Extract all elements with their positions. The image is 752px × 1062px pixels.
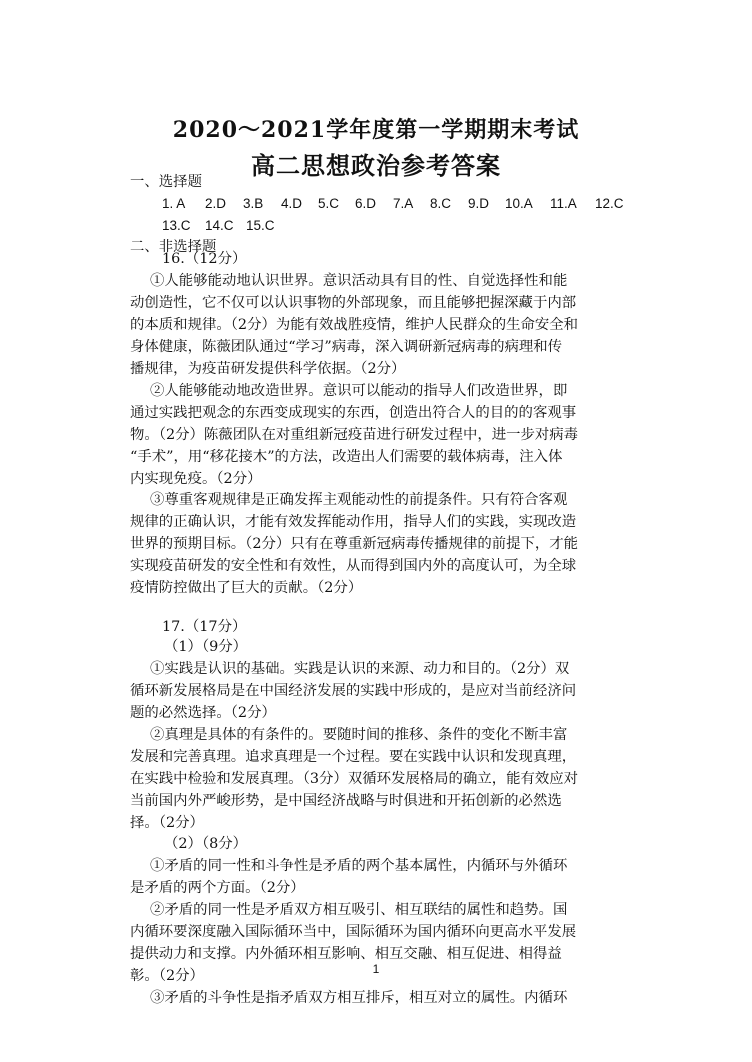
answer-line: 播规律，为疫苗研发提供科学依据。（2分） (130, 361, 406, 377)
page-subtitle: 高二思想政治参考答案 (251, 151, 501, 180)
mc-answer: 12.C (595, 196, 624, 211)
answer-line: 物。（2分）陈薇团队在对重组新冠疫苗进行研发过程中，进一步对病毒 (130, 427, 579, 443)
page-number: 1 (372, 962, 380, 976)
answer-line: 发展和完善真理。追求真理是一个过程。要在实践中认识和发现真理， (130, 749, 577, 765)
answer-line: ②人能够能动地改造世界。意识可以能动的指导人们改造世界，即 (150, 383, 568, 399)
answer-line: ①实践是认识的基础。实践是认识的来源、动力和目的。（2分）双 (150, 661, 570, 677)
mc-answer: 15.C (246, 218, 275, 233)
answer-line: 通过实践把观念的东西变成现实的东西，创造出符合人的目的的客观事 (130, 405, 577, 421)
answer-line: 彰。（2分） (130, 968, 204, 984)
answer-line: 动创造性，它不仅可以认识事物的外部现象，而且能够把握深藏于内部 (130, 295, 577, 311)
answer-line: ①人能够能动地认识世界。意识活动具有目的性、自觉选择性和能 (150, 273, 568, 289)
mc-answer: 6.D (355, 196, 377, 211)
answer-line: 的本质和规律。（2分）为能有效战胜疫情，维护人民群众的生命安全和 (130, 317, 579, 333)
section-heading-choice: 一、选择题 (130, 174, 202, 190)
answer-line: 题的必然选择。（2分） (130, 705, 276, 721)
answer-line: 择。（2分） (130, 815, 204, 831)
mc-answer: 3.B (243, 196, 264, 211)
mc-answer: 10.A (505, 196, 533, 211)
answer-line: 规律的正确认识，才能有效发挥能动作用，指导人们的实践，实现改造 (130, 514, 577, 530)
mc-answer: 9.D (468, 196, 490, 211)
answer-line: 在实践中检验和发展真理。（3分）双循环发展格局的确立，能有效应对 (130, 771, 579, 787)
section-heading-nonchoice: 二、非选择题 (130, 239, 217, 255)
mc-answer: 14.C (205, 218, 234, 233)
answer-line: 内实现免疫。（2分） (130, 471, 262, 487)
answer-line: 疫情防控做出了巨大的贡献。（2分） (130, 580, 363, 596)
answer-line: 内循环要深度融入国际循环当中，国际循环为国内循环向更高水平发展 (130, 924, 577, 940)
answer-line: ③矛盾的斗争性是指矛盾双方相互排斥，相互对立的属性。内循环 (150, 990, 568, 1006)
answer-line: 循环新发展格局是在中国经济发展的实践中形成的，是应对当前经济问 (130, 683, 577, 699)
answer-line: 当前国内外严峻形势，是中国经济战略与时俱进和开拓创新的必然选 (130, 793, 562, 809)
answer-line: （2）（8分） (164, 836, 248, 852)
mc-answer: 13.C (162, 218, 191, 233)
answer-line: ②真理是具体的有条件的。要随时间的推移、条件的变化不断丰富 (150, 727, 568, 743)
answer-line: 实现疫苗研发的安全性和有效性，从而得到国内外的高度认可，为全球 (130, 558, 577, 574)
answer-line: （1）（9分） (164, 639, 248, 655)
mc-answer: 5.C (318, 196, 340, 211)
answer-line: 身体健康，陈薇团队通过“学习”病毒，深入调研新冠病毒的病理和传 (130, 339, 563, 355)
mc-answer: 11.A (550, 196, 577, 211)
mc-answer: 2.D (205, 196, 227, 211)
mc-answer: 7.A (393, 196, 414, 211)
answer-line: 提供动力和支撑。内外循环相互影响、相互交融、相互促进、相得益 (130, 946, 562, 962)
answer-line: 是矛盾的两个方面。（2分） (130, 880, 305, 896)
answer-line: ②矛盾的同一性是矛盾双方相互吸引、相互联结的属性和趋势。国 (150, 902, 568, 918)
answer-line: ③尊重客观规律是正确发挥主观能动性的前提条件。只有符合客观 (150, 492, 568, 508)
mc-answer: 8.C (430, 196, 452, 211)
answer-line: ①矛盾的同一性和斗争性是矛盾的两个基本属性，内循环与外循环 (150, 858, 568, 874)
page-title: 2020～2021学年度第一学期期末考试 (172, 117, 580, 143)
answer-line: 17.（17分） (162, 619, 247, 635)
answer-line: “手术”，用“移花接木”的方法，改造出人们需要的载体病毒，注入体 (130, 449, 563, 465)
mc-answer: 4.D (281, 196, 303, 211)
answer-line: 16.（12分） (162, 251, 247, 267)
answer-line: 世界的预期目标。（2分）只有在尊重新冠病毒传播规律的前提下，才能 (130, 536, 579, 552)
mc-answer: 1. A (162, 196, 186, 211)
